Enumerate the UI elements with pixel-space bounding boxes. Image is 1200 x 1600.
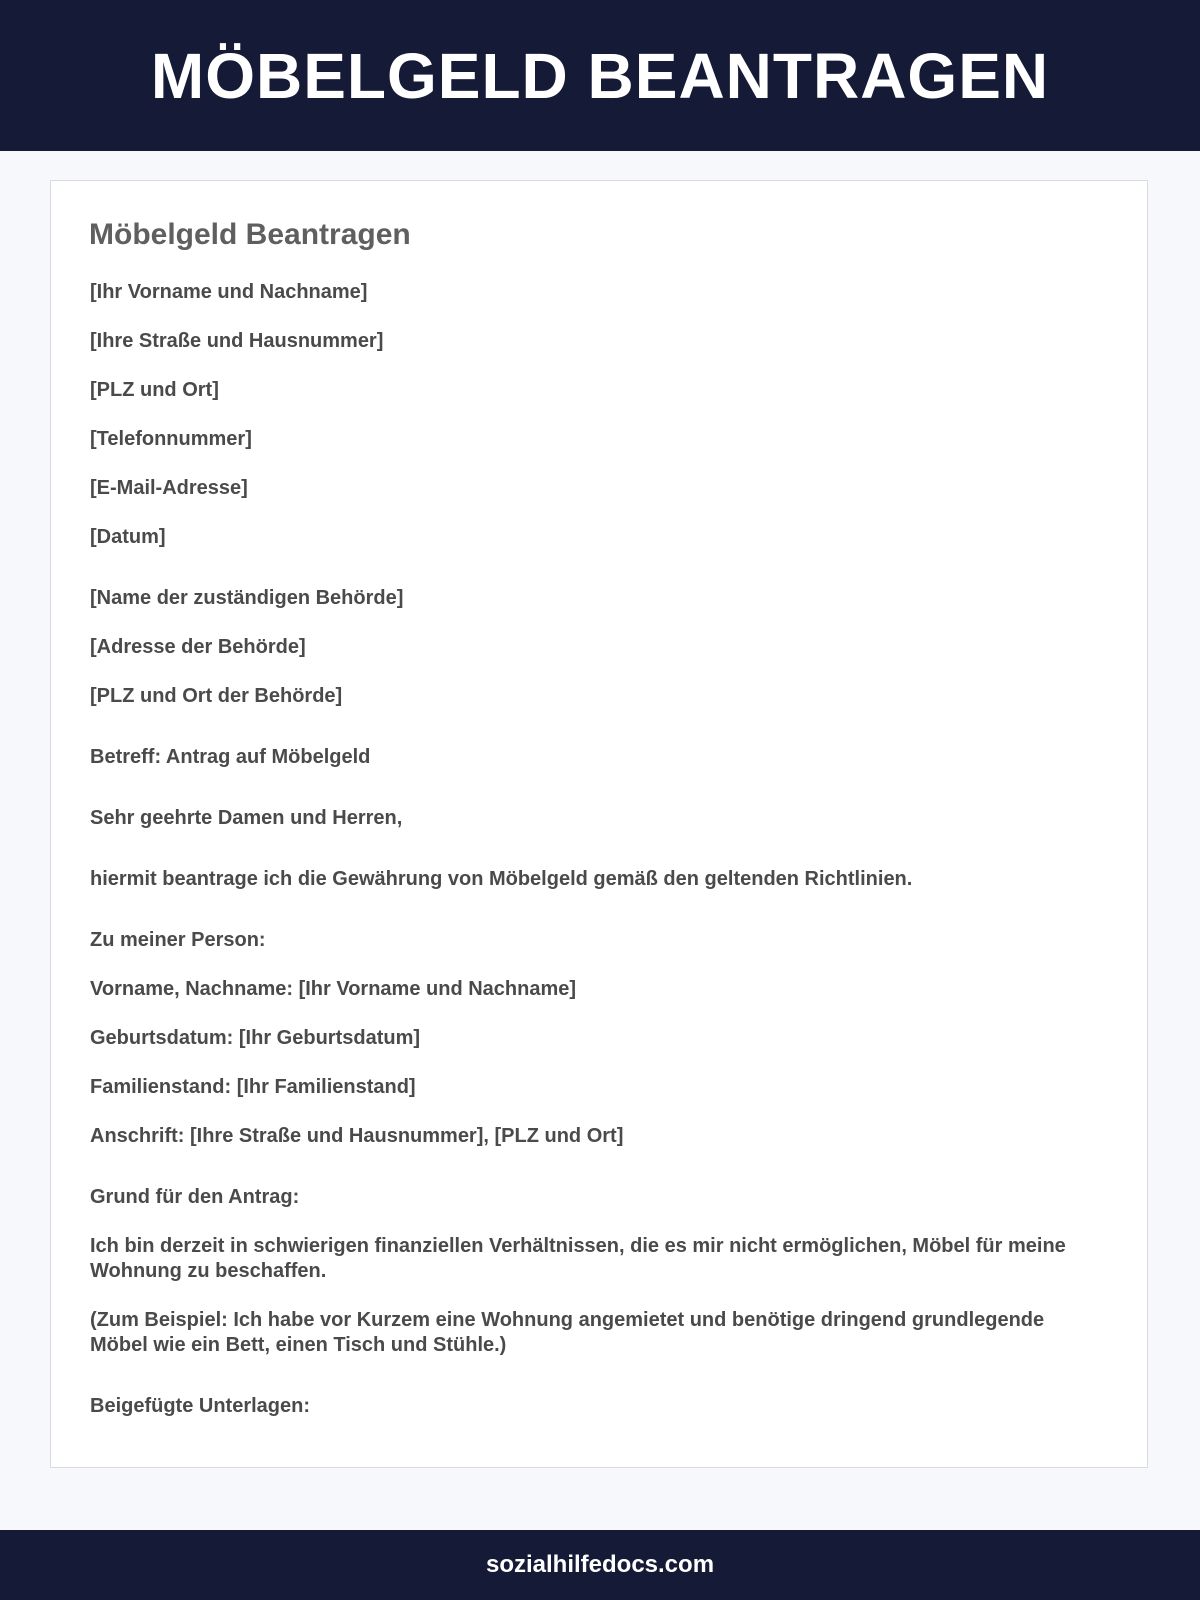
person-heading: Zu meiner Person: [90, 929, 266, 951]
page-footer [0, 1530, 1200, 1600]
recipient-address: [Adresse der Behörde] [90, 636, 306, 658]
document-title: Möbelgeld Beantragen [89, 218, 411, 251]
page-header [0, 0, 1200, 151]
footer-site-link[interactable]: sozialhilfedocs.com [485, 1551, 715, 1578]
reason-example: (Zum Beispiel: Ich habe vor Kurzem eine Wohnung angemietet und benötige dringend grundlegende Möbel wie ein Bett, einen Tisch und Stühle.) [90, 1309, 1045, 1356]
attachments-heading: Beigefügte Unterlagen: [90, 1395, 311, 1417]
reason-text: Ich bin derzeit in schwierigen finanziellen Verhältnissen, die es mir nicht ermöglichen, Möbel für meine Wohnung zu beschaffen. [90, 1235, 1066, 1282]
sender-phone: [Telefonnummer] [90, 428, 252, 450]
sender-city: [PLZ und Ort] [90, 379, 219, 401]
person-name: Vorname, Nachname: [Ihr Vorname und Nachname] [90, 978, 577, 1000]
page-title: MÖBELGELD BEANTRAGEN [150, 39, 1050, 112]
sender-name: [Ihr Vorname und Nachname] [90, 281, 368, 303]
salutation: Sehr geehrte Damen und Herren, [90, 807, 403, 829]
subject-line: Betreff: Antrag auf Möbelgeld [90, 746, 371, 768]
sender-street: [Ihre Straße und Hausnummer] [90, 330, 384, 352]
intro-paragraph: hiermit beantrage ich die Gewährung von Möbelgeld gemäß den geltenden Richtlinien. [90, 868, 913, 890]
person-marital-status: Familienstand: [Ihr Familienstand] [90, 1076, 416, 1098]
reason-heading: Grund für den Antrag: [90, 1186, 300, 1208]
letter-date: [Datum] [90, 526, 166, 548]
sender-email: [E-Mail-Adresse] [90, 477, 248, 499]
recipient-name: [Name der zuständigen Behörde] [90, 587, 404, 609]
person-birthdate: Geburtsdatum: [Ihr Geburtsdatum] [90, 1027, 421, 1049]
person-address: Anschrift: [Ihre Straße und Hausnummer], [PLZ und Ort] [90, 1125, 624, 1147]
recipient-city: [PLZ und Ort der Behörde] [90, 685, 343, 707]
